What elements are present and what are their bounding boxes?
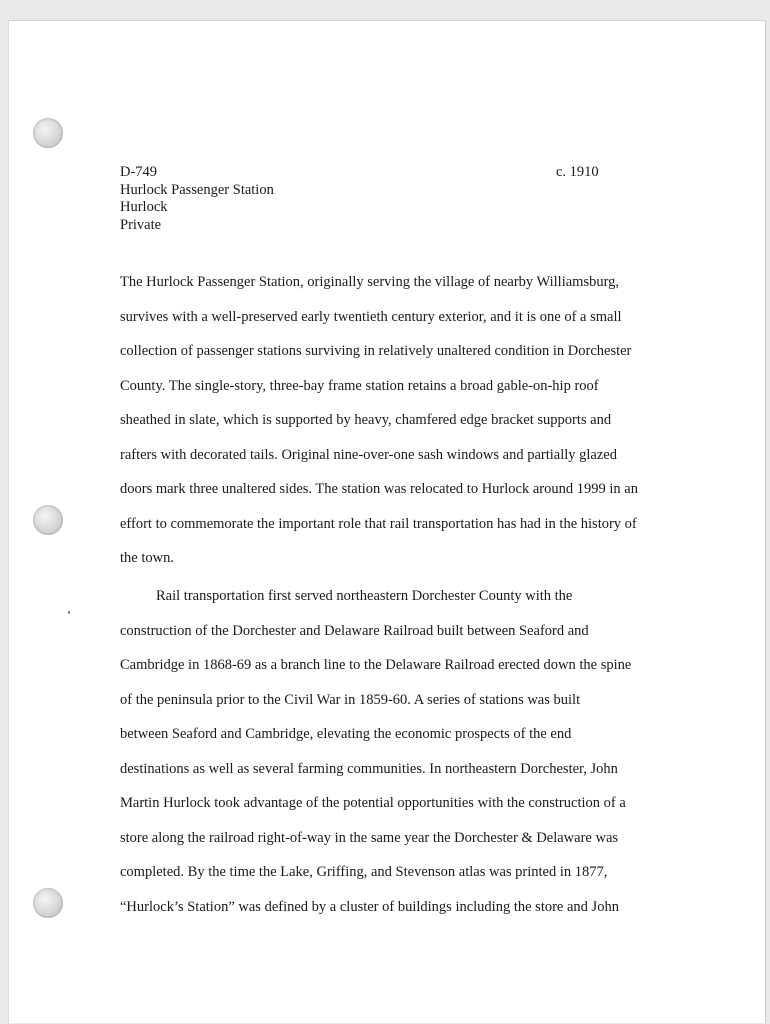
punch-hole bbox=[33, 505, 63, 535]
punch-hole bbox=[33, 888, 63, 918]
record-header bbox=[120, 164, 630, 234]
paragraph2-line: Cambridge in 1868-69 as a branch line to the Delaware Railroad erected down the spine bbox=[120, 657, 632, 673]
paragraph2-line: between Seaford and Cambridge, elevating the economic prospects of the end bbox=[120, 726, 572, 742]
paragraph2-line: construction of the Dorchester and Delaware Railroad built between Seaford and bbox=[120, 622, 589, 639]
record-id: D-749 bbox=[120, 164, 158, 180]
scan-speck bbox=[68, 611, 70, 614]
paragraph2-line: completed. By the time the Lake, Griffing, and Stevenson atlas was printed in 1877, bbox=[120, 864, 608, 880]
paragraph1-line: sheathed in slate, which is supported by heavy, chamfered edge bracket supports and bbox=[120, 412, 612, 428]
station-name: Hurlock Passenger Station bbox=[120, 181, 274, 198]
paragraph1-line: The Hurlock Passenger Station, originally serving the village of nearby Williamsburg, bbox=[120, 274, 620, 290]
document-page bbox=[8, 20, 766, 1023]
paragraph2-line: “Hurlock’s Station” was defined by a cluster of buildings including the store and John bbox=[120, 898, 619, 915]
construction-date: c. 1910 bbox=[556, 164, 599, 180]
ownership: Private bbox=[120, 216, 162, 233]
paragraph1-line: the town. bbox=[120, 550, 174, 566]
paragraph1-line: doors mark three unaltered sides. The station was relocated to Hurlock around 1999 in an bbox=[120, 481, 638, 497]
punch-hole bbox=[33, 118, 63, 148]
location: Hurlock bbox=[120, 199, 168, 215]
paragraph1-line: survives with a well-preserved early twentieth century exterior, and it is one of a small bbox=[120, 308, 622, 325]
paragraph2-line: of the peninsula prior to the Civil War in 1859-60. A series of stations was built bbox=[120, 691, 581, 708]
paragraph2-line: store along the railroad right-of-way in the same year the Dorchester & Delaware was bbox=[120, 829, 619, 846]
paragraph2-line: Martin Hurlock took advantage of the potential opportunities with the construction of a bbox=[120, 795, 626, 811]
paragraph1-line: County. The single-story, three-bay frame station retains a broad gable-on-hip roof bbox=[120, 377, 599, 394]
paragraph1-line: collection of passenger stations surviving in relatively unaltered condition in Dorchester bbox=[120, 343, 632, 359]
paragraph2-line: Rail transportation first served northeastern Dorchester County with the bbox=[156, 588, 573, 604]
paragraph1-line: rafters with decorated tails. Original nine-over-one sash windows and partially glazed bbox=[120, 446, 617, 463]
paragraph1-line: effort to commemorate the important role that rail transportation has had in the history of bbox=[120, 515, 637, 532]
paragraph2-line: destinations as well as several farming communities. In northeastern Dorchester, John bbox=[120, 760, 618, 777]
